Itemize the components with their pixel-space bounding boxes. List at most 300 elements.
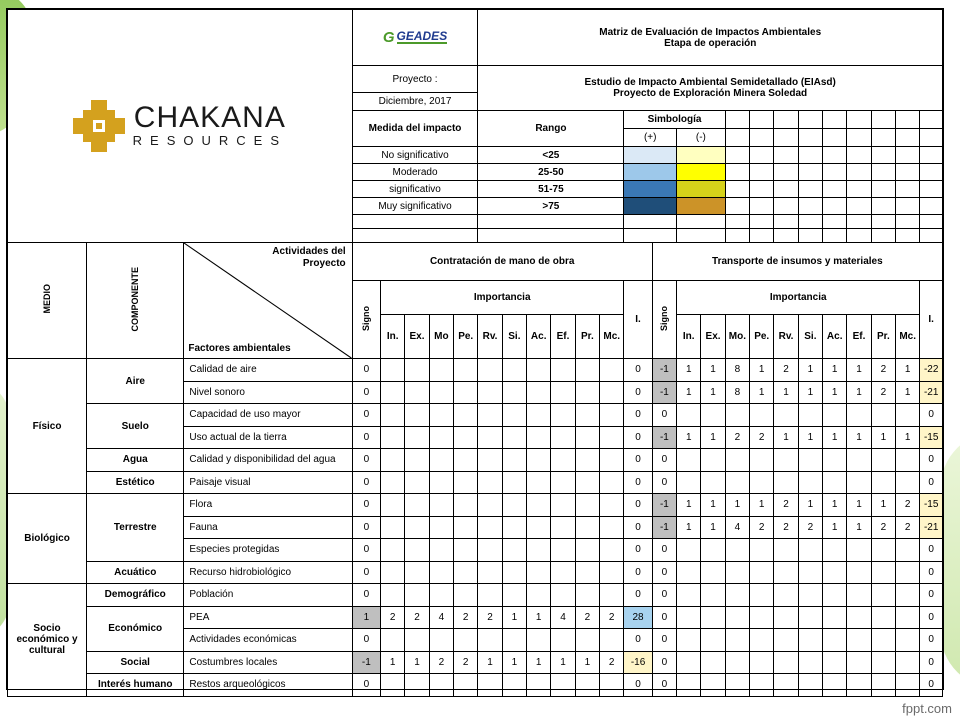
attr-cell xyxy=(798,471,822,494)
attr-header: Si. xyxy=(502,315,526,359)
attr-cell xyxy=(774,674,798,697)
signo-cell: 0 xyxy=(352,516,380,539)
matrix-row xyxy=(8,674,943,697)
attr-cell: 4 xyxy=(725,516,749,539)
attr-cell xyxy=(677,584,701,607)
attr-cell: 1 xyxy=(701,359,725,382)
attr-cell xyxy=(600,471,624,494)
attr-cell: 1 xyxy=(798,381,822,404)
attr-cell xyxy=(551,516,575,539)
attr-cell xyxy=(502,449,526,472)
matrix-row xyxy=(8,471,943,494)
importance-total-cell: 0 xyxy=(920,539,943,562)
signo-cell: 0 xyxy=(652,539,676,562)
factor-cell: Paisaje visual xyxy=(184,471,352,494)
attr-cell xyxy=(896,539,920,562)
attr-cell xyxy=(454,629,478,652)
componente-cell: Social xyxy=(87,651,184,674)
factor-cell: Costumbres locales xyxy=(184,651,352,674)
attr-cell xyxy=(478,494,502,517)
attr-cell: 1 xyxy=(677,381,701,404)
attr-cell xyxy=(429,584,453,607)
attr-cell xyxy=(551,449,575,472)
attr-cell: 1 xyxy=(750,381,774,404)
matrix-row xyxy=(8,561,943,584)
attr-cell xyxy=(823,561,847,584)
document-date: Diciembre, 2017 xyxy=(352,93,478,111)
attr-cell: 2 xyxy=(381,606,405,629)
title-line-1: Matriz de Evaluación de Impactos Ambientales xyxy=(599,26,822,38)
importance-total-cell: 0 xyxy=(624,494,652,517)
attr-cell xyxy=(847,539,871,562)
attr-cell xyxy=(774,561,798,584)
attr-cell: 1 xyxy=(823,494,847,517)
attr-cell xyxy=(478,426,502,449)
attr-cell xyxy=(600,426,624,449)
matrix-row xyxy=(8,494,943,517)
attr-cell xyxy=(551,471,575,494)
componente-cell: Terrestre xyxy=(87,494,184,562)
attr-cell: 2 xyxy=(871,516,895,539)
attr-cell xyxy=(429,629,453,652)
attr-cell: 1 xyxy=(701,516,725,539)
attr-cell: 1 xyxy=(847,381,871,404)
attr-cell: 2 xyxy=(896,516,920,539)
legend-medida-header: Medida del impacto xyxy=(352,111,478,147)
attr-header: In. xyxy=(381,315,405,359)
attr-header: Rv. xyxy=(774,315,798,359)
attr-cell: 1 xyxy=(896,426,920,449)
watermark: fppt.com xyxy=(902,701,952,716)
attr-cell: 1 xyxy=(502,606,526,629)
attr-cell xyxy=(429,359,453,382)
signo-cell: 0 xyxy=(352,449,380,472)
impact-matrix-document xyxy=(6,8,944,690)
attr-cell xyxy=(600,449,624,472)
attr-cell xyxy=(750,606,774,629)
attr-cell xyxy=(551,584,575,607)
attr-cell xyxy=(405,629,429,652)
componente-cell: Suelo xyxy=(87,404,184,449)
importance-total-cell: -21 xyxy=(920,381,943,404)
i-header-1: I. xyxy=(624,281,652,359)
attr-cell xyxy=(405,426,429,449)
signo-cell: 0 xyxy=(652,449,676,472)
attr-cell xyxy=(405,539,429,562)
attr-cell xyxy=(454,494,478,517)
attr-cell: 1 xyxy=(774,381,798,404)
legend-negative-swatch xyxy=(677,147,726,164)
document-title xyxy=(478,10,943,66)
attr-header: Pe. xyxy=(750,315,774,359)
attr-cell: 2 xyxy=(798,516,822,539)
signo-cell: -1 xyxy=(652,426,676,449)
attr-cell xyxy=(600,561,624,584)
attr-cell xyxy=(478,561,502,584)
attr-cell xyxy=(677,674,701,697)
attr-cell: 1 xyxy=(896,381,920,404)
attr-cell xyxy=(575,471,599,494)
signo-cell: 0 xyxy=(652,561,676,584)
signo-cell: 0 xyxy=(352,471,380,494)
company-name: CHAKANA xyxy=(133,101,286,134)
attr-cell xyxy=(725,674,749,697)
attr-cell xyxy=(600,516,624,539)
activity-1-header: Contratación de mano de obra xyxy=(352,243,652,281)
attr-header: Mo xyxy=(429,315,453,359)
attr-cell xyxy=(454,426,478,449)
legend-range: <25 xyxy=(478,147,624,164)
attr-cell xyxy=(798,404,822,427)
factor-cell: Calidad de aire xyxy=(184,359,352,382)
importance-total-cell: 0 xyxy=(624,471,652,494)
attr-cell xyxy=(429,449,453,472)
attr-cell xyxy=(701,651,725,674)
attr-cell: 1 xyxy=(871,494,895,517)
importance-total-cell: 0 xyxy=(624,426,652,449)
attr-cell xyxy=(454,674,478,697)
factores-actividades-header xyxy=(184,243,352,359)
attr-cell: 1 xyxy=(798,426,822,449)
attr-cell xyxy=(575,539,599,562)
activity-2-header: Transporte de insumos y materiales xyxy=(652,243,942,281)
attr-cell xyxy=(429,516,453,539)
signo-cell: 0 xyxy=(652,674,676,697)
attr-cell: 4 xyxy=(551,606,575,629)
attr-cell xyxy=(527,584,551,607)
signo-cell: -1 xyxy=(652,516,676,539)
attr-header: In. xyxy=(677,315,701,359)
attr-cell xyxy=(454,359,478,382)
importance-total-cell: 0 xyxy=(920,561,943,584)
attr-cell xyxy=(750,471,774,494)
attr-cell xyxy=(527,516,551,539)
attr-cell: 2 xyxy=(478,606,502,629)
attr-cell xyxy=(677,449,701,472)
legend-range: 25-50 xyxy=(478,164,624,181)
signo-cell: 0 xyxy=(352,426,380,449)
attr-header: Si. xyxy=(798,315,822,359)
attr-cell: 2 xyxy=(600,651,624,674)
attr-header: Mc. xyxy=(600,315,624,359)
legend-label: Moderado xyxy=(352,164,478,181)
attr-cell xyxy=(677,651,701,674)
attr-cell xyxy=(502,381,526,404)
attr-cell xyxy=(551,381,575,404)
factor-cell: Calidad y disponibilidad del agua xyxy=(184,449,352,472)
matrix-row xyxy=(8,404,943,427)
attr-cell xyxy=(575,449,599,472)
attr-cell: 1 xyxy=(381,651,405,674)
signo-cell: 0 xyxy=(652,606,676,629)
attr-cell: 1 xyxy=(798,494,822,517)
importance-total-cell: 0 xyxy=(624,584,652,607)
title-line-2: Etapa de operación xyxy=(664,37,757,49)
importance-total-cell: 0 xyxy=(624,449,652,472)
attr-cell: 2 xyxy=(871,381,895,404)
attr-cell xyxy=(798,539,822,562)
importance-total-cell: 0 xyxy=(624,381,652,404)
attr-cell: 2 xyxy=(575,606,599,629)
signo-cell: 0 xyxy=(352,494,380,517)
signo-cell: 0 xyxy=(652,471,676,494)
consultant-name: GEADES xyxy=(396,29,448,43)
attr-cell xyxy=(896,651,920,674)
legend-label: significativo xyxy=(352,181,478,198)
attr-cell xyxy=(871,404,895,427)
signo-cell: 0 xyxy=(352,381,380,404)
importancia-header-1: Importancia xyxy=(381,281,624,315)
attr-cell xyxy=(478,471,502,494)
attr-cell xyxy=(527,674,551,697)
attr-cell xyxy=(527,359,551,382)
attr-cell xyxy=(405,584,429,607)
matrix-row xyxy=(8,359,943,382)
attr-cell xyxy=(502,674,526,697)
signo-cell: 0 xyxy=(352,584,380,607)
legend-positive-swatch xyxy=(624,181,677,198)
attr-cell: 1 xyxy=(798,359,822,382)
signo-cell: 0 xyxy=(652,651,676,674)
attr-cell xyxy=(701,561,725,584)
attr-header: Rv. xyxy=(478,315,502,359)
attr-cell xyxy=(502,471,526,494)
attr-cell: 1 xyxy=(502,651,526,674)
attr-cell xyxy=(502,426,526,449)
attr-cell: 1 xyxy=(823,426,847,449)
attr-cell: 1 xyxy=(847,516,871,539)
factores-label: Factores ambientales xyxy=(188,343,291,354)
legend-negative-swatch xyxy=(677,181,726,198)
factor-cell: Actividades económicas xyxy=(184,629,352,652)
attr-cell xyxy=(502,629,526,652)
attr-cell: 1 xyxy=(847,359,871,382)
attr-cell xyxy=(600,381,624,404)
attr-cell xyxy=(478,449,502,472)
attr-cell xyxy=(429,539,453,562)
attr-cell xyxy=(478,674,502,697)
attr-cell xyxy=(551,404,575,427)
attr-cell xyxy=(454,449,478,472)
attr-cell xyxy=(871,651,895,674)
attr-cell xyxy=(701,471,725,494)
attr-header: Mc. xyxy=(896,315,920,359)
attr-cell xyxy=(871,584,895,607)
attr-cell xyxy=(847,674,871,697)
attr-cell: 1 xyxy=(527,651,551,674)
attr-cell xyxy=(405,516,429,539)
attr-cell: 2 xyxy=(750,516,774,539)
attr-cell xyxy=(847,651,871,674)
attr-cell xyxy=(896,471,920,494)
attr-cell xyxy=(871,629,895,652)
legend-positive-swatch xyxy=(624,164,677,181)
attr-cell xyxy=(381,674,405,697)
study-line-1: Estudio de Impacto Ambiental Semidetallado (EIAsd) xyxy=(584,77,836,88)
factor-cell: Capacidad de uso mayor xyxy=(184,404,352,427)
attr-cell: 1 xyxy=(823,516,847,539)
signo-cell: 0 xyxy=(652,584,676,607)
attr-cell: 1 xyxy=(405,651,429,674)
attr-cell xyxy=(454,404,478,427)
attr-cell xyxy=(551,359,575,382)
signo-cell: 0 xyxy=(352,359,380,382)
attr-header: Mo. xyxy=(725,315,749,359)
componente-cell: Demográfico xyxy=(87,584,184,607)
attr-cell xyxy=(429,561,453,584)
attr-cell xyxy=(381,539,405,562)
attr-cell xyxy=(798,584,822,607)
attr-cell xyxy=(798,606,822,629)
impact-matrix-table xyxy=(7,9,943,697)
attr-cell xyxy=(527,381,551,404)
importance-total-cell: 0 xyxy=(920,629,943,652)
legend-positive-swatch xyxy=(624,147,677,164)
attr-cell xyxy=(381,359,405,382)
attr-cell xyxy=(381,516,405,539)
attr-cell xyxy=(871,539,895,562)
attr-cell xyxy=(454,381,478,404)
attr-cell xyxy=(725,629,749,652)
attr-cell xyxy=(847,561,871,584)
attr-cell: 2 xyxy=(750,426,774,449)
signo-cell: -1 xyxy=(652,359,676,382)
matrix-row xyxy=(8,449,943,472)
signo-cell: -1 xyxy=(652,494,676,517)
legend-negative-swatch xyxy=(677,198,726,215)
attr-cell xyxy=(575,516,599,539)
attr-header: Pe. xyxy=(454,315,478,359)
componente-cell: Económico xyxy=(87,606,184,651)
factor-cell: Especies protegidas xyxy=(184,539,352,562)
matrix-row xyxy=(8,606,943,629)
importance-total-cell: -15 xyxy=(920,494,943,517)
legend-positive-swatch xyxy=(624,198,677,215)
factor-cell: Fauna xyxy=(184,516,352,539)
attr-cell xyxy=(575,629,599,652)
attr-cell xyxy=(527,404,551,427)
attr-cell xyxy=(677,539,701,562)
attr-cell xyxy=(823,651,847,674)
attr-cell xyxy=(600,674,624,697)
attr-cell xyxy=(677,471,701,494)
attr-cell xyxy=(823,674,847,697)
legend-rango-header: Rango xyxy=(478,111,624,147)
attr-cell xyxy=(429,426,453,449)
legend-range: >75 xyxy=(478,198,624,215)
attr-cell: 1 xyxy=(478,651,502,674)
componente-header: COMPONENTE xyxy=(87,243,184,359)
attr-cell: 1 xyxy=(701,426,725,449)
componente-cell: Acuático xyxy=(87,561,184,584)
geades-leaf-icon: G xyxy=(382,29,395,46)
attr-cell xyxy=(871,674,895,697)
attr-cell: 1 xyxy=(823,381,847,404)
attr-cell xyxy=(701,629,725,652)
attr-cell: 2 xyxy=(600,606,624,629)
attr-cell xyxy=(701,449,725,472)
attr-cell xyxy=(381,584,405,607)
attr-cell xyxy=(527,449,551,472)
importance-total-cell: 0 xyxy=(624,516,652,539)
attr-cell xyxy=(701,606,725,629)
attr-cell xyxy=(575,674,599,697)
attr-cell xyxy=(405,381,429,404)
attr-cell xyxy=(575,494,599,517)
attr-cell: 2 xyxy=(774,494,798,517)
attr-cell xyxy=(381,449,405,472)
medio-cell: Físico xyxy=(8,359,87,494)
attr-cell xyxy=(701,674,725,697)
factor-cell: Uso actual de la tierra xyxy=(184,426,352,449)
attr-cell xyxy=(823,404,847,427)
attr-cell xyxy=(701,584,725,607)
signo-cell: 0 xyxy=(352,674,380,697)
attr-cell xyxy=(551,426,575,449)
attr-cell xyxy=(774,539,798,562)
attr-cell xyxy=(405,561,429,584)
attr-cell xyxy=(478,381,502,404)
attr-cell xyxy=(405,449,429,472)
legend-negative-swatch xyxy=(677,164,726,181)
attr-cell xyxy=(725,404,749,427)
attr-cell xyxy=(478,539,502,562)
importance-total-cell: 0 xyxy=(920,471,943,494)
signo-cell: 0 xyxy=(352,629,380,652)
attr-cell xyxy=(871,471,895,494)
attr-cell xyxy=(502,359,526,382)
attr-cell xyxy=(725,651,749,674)
attr-cell xyxy=(750,629,774,652)
importance-total-cell: 0 xyxy=(624,359,652,382)
attr-cell: 1 xyxy=(551,651,575,674)
attr-cell xyxy=(502,539,526,562)
medio-cell: Biológico xyxy=(8,494,87,584)
attr-cell xyxy=(381,471,405,494)
medio-header: MEDIO xyxy=(8,243,87,359)
attr-cell xyxy=(429,471,453,494)
signo-header-1: Signo xyxy=(352,281,380,359)
importance-total-cell: 0 xyxy=(920,651,943,674)
attr-cell xyxy=(871,449,895,472)
attr-cell xyxy=(381,561,405,584)
medio-cell: Socio económico y cultural xyxy=(8,584,87,697)
signo-cell: 1 xyxy=(352,606,380,629)
componente-cell: Interés humano xyxy=(87,674,184,697)
attr-cell xyxy=(527,629,551,652)
attr-cell xyxy=(750,404,774,427)
actividades-label: Actividades del Proyecto xyxy=(272,246,346,269)
attr-cell: 1 xyxy=(701,494,725,517)
attr-cell xyxy=(527,426,551,449)
attr-cell xyxy=(527,561,551,584)
consultant-logo xyxy=(352,10,478,66)
attr-cell xyxy=(677,629,701,652)
componente-cell: Agua xyxy=(87,449,184,472)
attr-cell xyxy=(847,629,871,652)
attr-cell: 1 xyxy=(575,651,599,674)
attr-cell xyxy=(405,494,429,517)
attr-cell xyxy=(405,404,429,427)
legend-label: No significativo xyxy=(352,147,478,164)
attr-header: Ex. xyxy=(701,315,725,359)
study-title xyxy=(478,66,943,111)
attr-cell xyxy=(429,674,453,697)
study-line-2: Proyecto de Exploración Minera Soledad xyxy=(613,88,808,99)
attr-cell xyxy=(551,674,575,697)
attr-cell xyxy=(478,629,502,652)
legend-plus: (+) xyxy=(624,129,677,147)
